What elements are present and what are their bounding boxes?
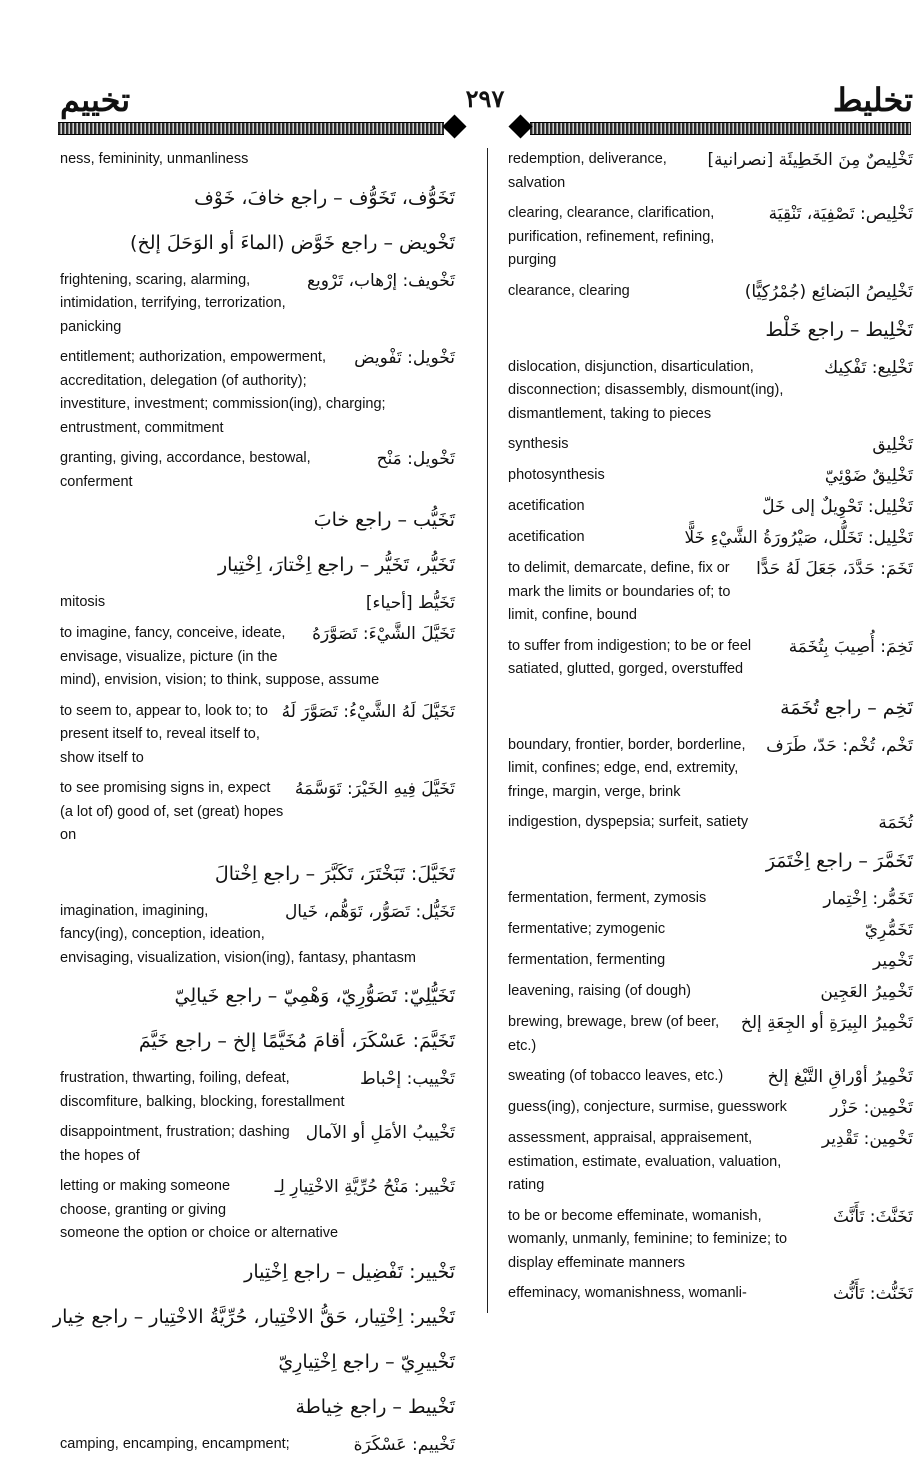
dictionary-entry [60, 224, 455, 262]
entry-headword: تَخَمُّر: اِخْتِمار [823, 889, 913, 909]
dictionary-entry [60, 1022, 455, 1060]
dictionary-entry [60, 777, 455, 848]
ornament-diamond-right [508, 114, 532, 138]
entry-definition: to be or become effeminate, womanish, womanly, unmanly, feminine; to feminize; to display effeminate manners [508, 1207, 788, 1271]
dictionary-entry [508, 526, 913, 550]
entry-headword: تَخْلِيص: تَصْفِيَة، تَنْقِيَة [768, 204, 913, 224]
dictionary-entry [60, 1388, 455, 1426]
entry-headword: تَخَيَّلَ الشَّيْءَ: تَصَوَّرَهُ [312, 624, 455, 644]
entry-headword: تَخْمِين: حَزْر [830, 1098, 913, 1118]
entry-headword: تَخْمِير [872, 951, 913, 971]
dictionary-entry [60, 622, 455, 693]
continuation-text: ness, femininity, unmanliness [60, 151, 249, 167]
dictionary-entry [508, 842, 913, 880]
entry-definition: boundary, frontier, border, borderline, limit, confines; edge, end, extremity, fringe, margin, verge, brink [508, 736, 746, 800]
entry-definition: synthesis [508, 436, 569, 452]
entry-headword: تَخَيُّط [أحياء] [365, 593, 455, 613]
dictionary-entry [508, 1011, 913, 1058]
entry-headword: تَخَمَ: حَدَّدَ، جَعَلَ لَهُ حَدًّا [756, 559, 913, 579]
entry-headword: تَخَيُّب – راجع خابَ [313, 509, 455, 531]
entry-headword: تَخْويل: تَفْويض [354, 348, 455, 368]
dictionary-entry [508, 980, 913, 1004]
right-column [508, 148, 913, 1313]
dictionary-entry [60, 501, 455, 539]
entry-headword: تَخْييم: عَسْكَرَة [353, 1434, 455, 1455]
entry-definition: indigestion, dyspepsia; surfeit, satiety [508, 814, 749, 830]
entry-definition: dislocation, disjunction, disarticulation, disconnection; disassembly, dismount(ing), dismantlement, taking to pieces [508, 358, 784, 422]
entry-definition: to see promising signs in, expect (a lot of) good of, set (great) hopes on [60, 780, 284, 843]
entry-definition: to suffer from indigestion; to be or feel satiated, glutted, gorged, overstuffed [508, 637, 752, 677]
dictionary-entry [60, 591, 455, 615]
left-column [52, 148, 455, 1464]
dictionary-entry [508, 356, 913, 427]
entry-definition: frustration, thwarting, foiling, defeat, discomfiture, balking, blocking, forestallment [60, 1070, 345, 1110]
dictionary-entry [60, 1253, 455, 1291]
entry-headword: تَخَيَّلَ فِيهِ الخَيْرَ: تَوَسَّمَهُ [294, 779, 455, 799]
entry-headword: تَخْمِيرُ العَجِين [820, 982, 913, 1002]
entry-headword: تَخْم، تُخْم: حَدّ، طَرَف [766, 735, 913, 756]
entry-definition: clearing, clearance, clarification, purification, refinement, refining, purging [508, 205, 715, 268]
entry-headword: تَخْويف: إرْهاب، تَرْويع [306, 270, 455, 291]
entry-headword: تَخْمِيرُ البِيرَةِ أو الجِعَةِ إلخ [740, 1013, 913, 1033]
entry-headword: تَخَنُّث: تَأَنُّث [833, 1284, 913, 1304]
dictionary-entry [508, 1096, 913, 1120]
header-guide-word-right: تخليط [832, 81, 913, 119]
entry-definition: frightening, scaring, alarming, intimidation, terrifying, terrorization, panicking [60, 271, 286, 335]
entry-definition: to imagine, fancy, conceive, ideate, envisage, visualize, picture (in the mind), envision, vision; to think, suppose, assume [60, 625, 380, 688]
entry-headword: تَخَيُّلِيّ: تَصَوُّرِيّ، وَهْمِيّ – راجع خَيالِيّ [174, 985, 455, 1007]
entry-definition: disappointment, frustration; dashing the hopes of [60, 1124, 290, 1164]
dictionary-entry [508, 148, 913, 195]
dictionary-entry [60, 977, 455, 1015]
entry-headword: تَخْلِيق [872, 435, 913, 455]
entry-headword: تَخْييرِيّ – راجع اِخْتِيارِيّ [278, 1350, 455, 1373]
entry-headword: تَخَيُّل: تَصَوُّر، تَوَهُّم، خَيال [284, 901, 455, 922]
dictionary-entry [508, 280, 913, 304]
entry-headword: تَخْيير: مَنْحُ حُرِّيَّةِ الاخْتِيارِ لِـ [274, 1177, 455, 1197]
dictionary-entry [60, 546, 455, 584]
dictionary-entry [508, 464, 913, 488]
entry-definition: clearance, clearing [508, 282, 630, 299]
dictionary-entry [60, 1343, 455, 1381]
dictionary-entry [508, 202, 913, 273]
entry-definition: fermentation, fermenting [508, 952, 666, 968]
dictionary-entry [60, 1175, 455, 1246]
entry-definition: acetification [508, 498, 585, 514]
dictionary-entry [508, 557, 913, 628]
page-number: ٢٩٧ [465, 84, 505, 113]
dictionary-entry [60, 269, 455, 340]
entry-headword: تَخَنَّثَ: تَأَنَّثَ [833, 1206, 913, 1227]
entry-definition: brewing, brewage, brew (of beer, etc.) [508, 1014, 720, 1054]
entry-headword: تَخْيير: اِخْتِيار، حَقُّ الاخْتِيار، حُرِّيَّةُ الاخْتِيار – راجع خِيار [52, 1305, 455, 1328]
column-divider [487, 148, 488, 1313]
entry-definition: redemption, deliverance, salvation [508, 151, 667, 191]
entry-definition: fermentation, ferment, zymosis [508, 890, 707, 906]
entry-definition: letting or making someone choose, granting or giving someone the option or choice or alternative [60, 1178, 339, 1241]
entry-headword: تَخْييب: إحْباط [359, 1069, 455, 1089]
entry-headword: تَخْلِيصٌ مِنَ الخَطِيئَة [نصرانية] [707, 150, 913, 170]
dictionary-entry [60, 179, 455, 217]
entry-headword: تَخْيير: تَفْضِيل – راجع اِخْتِيار [244, 1260, 455, 1283]
entry-definition: guess(ing), conjecture, surmise, guesswork [508, 1099, 787, 1115]
entry-headword: تَخَيُّر، تَخَيُّر – راجع اِخْتارَ، اِخْتِيار [218, 554, 455, 576]
dictionary-entry [508, 734, 913, 805]
entry-headword: تَخْمِين: تَقْدِير [821, 1129, 913, 1149]
header-guide-word-left: تخييم [60, 81, 131, 119]
entry-headword: تَخْلِيقٌ ضَوْئِيّ [824, 466, 913, 486]
entry-definition: imagination, imagining, fancy(ing), conception, ideation, envisaging, visualization, vision(ing), fantasy, phantasm [60, 902, 416, 966]
entry-headword: تَخِم – راجع تُخَمَة [780, 696, 913, 719]
entry-definition: leavening, raising (of dough) [508, 983, 691, 999]
entry-headword: تَخْلِيصُ البَضائِع (جُمْرُكِيًّا) [744, 281, 913, 302]
entry-headword: تَخْويض – راجع خَوَّض (الماءَ أو الوَحَلَ إلخ) [130, 231, 455, 254]
entry-definition: sweating (of tobacco leaves, etc.) [508, 1068, 724, 1084]
header-ornament-right [530, 122, 911, 135]
dictionary-entry [60, 855, 455, 893]
dictionary-entry [508, 1205, 913, 1276]
entry-definition: granting, giving, accordance, bestowal, conferment [60, 450, 311, 490]
entry-definition: assessment, appraisal, appraisement, estimation, estimate, evaluation, valuation, rating [508, 1130, 782, 1193]
dictionary-entry [508, 1282, 913, 1306]
entry-headword: تَخْويل: مَنْح [376, 449, 455, 469]
entry-headword: تَخِمَ: أُصِيبَ بِتُخَمَة [788, 636, 913, 657]
dictionary-entry [508, 433, 913, 457]
dictionary-entry [508, 918, 913, 942]
dictionary-entry [508, 635, 913, 682]
entry-headword: تَخَيَّلَ: تَبَخْتَرَ، تَكَبَّرَ – راجع اِخْتالَ [214, 862, 455, 885]
entry-definition: mitosis [60, 594, 106, 610]
entry-definition: effeminacy, womanishness, womanli- [508, 1285, 747, 1301]
dictionary-entry [52, 1298, 455, 1336]
dictionary-entry [60, 1121, 455, 1168]
entry-headword: تَخْلِيل: تَخَلُّل، صَيْرُورَةُ الشَّيْءِ خَلًّا [684, 528, 913, 548]
dictionary-entry [508, 689, 913, 727]
entry-headword: تَخَمَّرَ – راجع اِخْتَمَرَ [765, 850, 913, 872]
entry-headword: تَخْلِيل: تَحْوِيلٌ إلى خَلّ [762, 497, 913, 517]
entry-definition: camping, encamping, encampment; [60, 1435, 290, 1452]
dictionary-entry [508, 949, 913, 973]
entry-headword: تَخْييط – راجع خِياطة [295, 1395, 455, 1418]
dictionary-entry [60, 447, 455, 494]
dictionary-entry [508, 811, 913, 835]
entry-headword: تَخْمِيرُ أوْراقِ التَّبْغ إلخ [767, 1067, 913, 1087]
dictionary-entry [60, 1433, 455, 1457]
entry-definition: acetification [508, 529, 585, 545]
entry-definition: fermentative; zymogenic [508, 921, 666, 937]
entry-definition: to seem to, appear to, look to; to present itself to, reveal itself to, show itself to [60, 702, 268, 766]
header-ornament-left [58, 122, 444, 135]
dictionary-entry [508, 495, 913, 519]
dictionary-entry [60, 1067, 455, 1114]
ornament-diamond-left [442, 114, 466, 138]
entry-headword: تَخْلِيط – راجع خَلْط [765, 318, 913, 341]
dictionary-entry [508, 1065, 913, 1089]
entry-headword: تَخَيَّلَ لَهُ الشَّيْءُ: تَصَوَّرَ لَهُ [281, 701, 455, 722]
dictionary-entry [508, 887, 913, 911]
entry-definition: photosynthesis [508, 467, 605, 483]
entry-definition: entitlement; authorization, empowerment, accreditation, delegation (of authority); investiture, investment; commission(ing), charging; entrustment, commitment [60, 349, 386, 436]
entry-headword: تَخَوُّف، تَخَوُّف – راجع خافَ، خَوْف [194, 186, 455, 209]
entry-headword: تَخْلِيع: تَفْكِيك [824, 357, 913, 378]
entry-headword: تَخَمُّرِيّ [864, 920, 913, 940]
entry-headword: تُخَمَة [878, 813, 913, 833]
dictionary-entry [508, 311, 913, 349]
entry-headword: تَخَيَّمَ: عَسْكَرَ، أقامَ مُخَيَّمًا إلخ – راجع خَيَّمَ [138, 1030, 455, 1052]
dictionary-entry [508, 1127, 913, 1198]
dictionary-entry [60, 346, 455, 440]
dictionary-entry [60, 900, 455, 971]
dictionary-entry [60, 700, 455, 771]
entry-definition: to delimit, demarcate, define, fix or mark the limits or boundaries of; to limit, confine, bound [508, 560, 731, 623]
entry-headword: تَخْييبُ الأمَلِ أو الآمال [305, 1123, 455, 1143]
